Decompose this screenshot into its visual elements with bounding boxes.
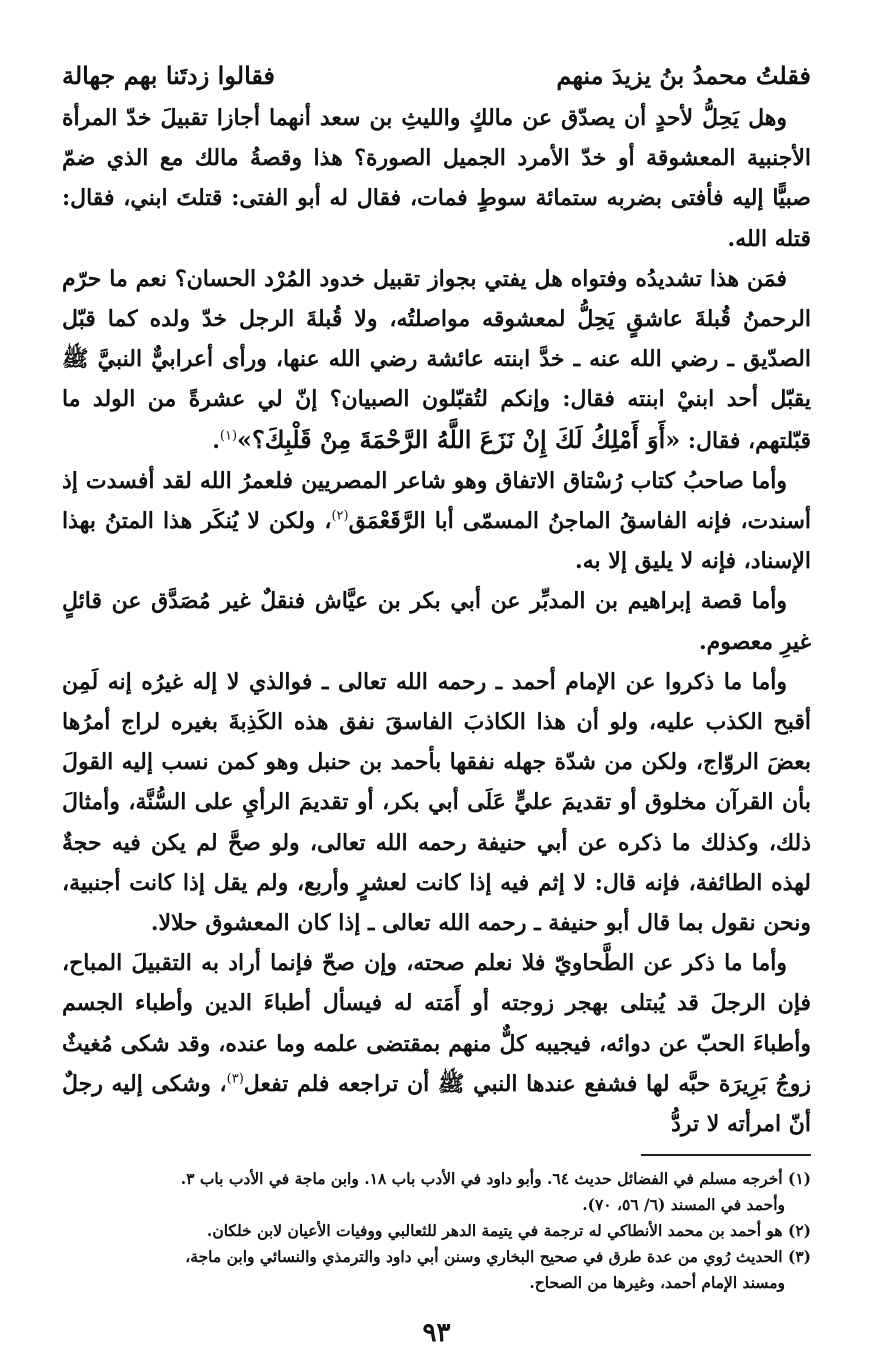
verse-first-hemistich: فقلتُ محمدُ بنُ يزيدَ منهم: [556, 61, 811, 90]
body-text: [62, 98, 811, 1144]
paragraph: وهل يَحِلُّ لأحدٍ أن يصدّق عن مالكٍ والليثِ بن سعد أنهما أجازا تقبيلَ خدّ المرأة الأجنبية المعشوقة أو خدّ الأمرد الجميل الصورة؟ هذا وقصةُ مالك مع الذي ضمّ صبيًّا إليه فأفتى بضربه ستمائة سوطٍ فمات، فقال له أبو الفتى: قتلتَ ابني، فقال: قتله الله.: [62, 105, 811, 252]
footnote: (١) أخرجه مسلم في الفضائل حديث ٦٤. وأبو داود في الأدب باب ١٨. وابن ماجة في الأدب باب ٣.: [180, 1169, 811, 1189]
footnote-ref: (٣): [226, 1071, 244, 1087]
paragraph: وأما ما ذكر عن الطَّحاويّ فلا نعلم صحته، وإن صحّ فإنما أراد به التقبيلَ المباح، فإن الرجلَ قد يُبتلى بهجر زوجته أو أَمَته له فيسأل أطباءَ الدين وأطباء الجسم وأطباءَ الحبّ عن دوائه، فيجيبه كلٌّ منهم بمقتضى علمه وما عنده، وقد شكى مُغيثٌ زوجُ بَرِيرَة حبَّه لها فشفع عندها النبي ﷺ أن تراجعه فلم تفعل$^{(٣)}$، وشكى إليه رجلٌ أنّ امرأته لا تردُّ: [62, 950, 812, 1138]
footnote: (٢) هو أحمد بن محمد الأنطاكي له ترجمة في يتيمة الدهر للثعالبي ووفيات الأعيان لابن خلكان.: [206, 1221, 811, 1241]
paragraph: وأما قصة إبراهيم بن المدبِّر عن أبي بكر بن عيَّاش فنقلٌ غير مُصَدَّق عن قائلٍ غيرِ معصوم.: [62, 588, 811, 655]
footnote-ref: (٢): [331, 508, 349, 524]
footnote: (٣) الحديث رُوي من عدة طرق في صحيح البخاري وسنن أبي داود والترمذي والنسائي وابن ماجة،: [185, 1247, 811, 1267]
footnote-continuation: ومسند الإمام أحمد، وغيرها من الصحاح.: [529, 1273, 785, 1293]
footnote-continuation: وأحمد في المسند (٦/ ٥٦، ٧٠).: [582, 1195, 785, 1215]
page-number: ٩٣: [422, 1318, 451, 1348]
footnote-ref: (١): [219, 428, 238, 444]
paragraph: وأما ما ذكروا عن الإمام أحمد ـ رحمه الله تعالى ـ فوالذي لا إله غيرُه إنه لَمِن أقبح الكذب عليه، ولو أن هذا الكاذبَ الفاسقَ نفق هذه الكَذِبةَ بغيره لراج أمرُها بعضَ الروّاج، ولكن من شدّة جهله نفقها بأحمد بن حنبل وهو كمن نسب إليه القولَ بأن القرآن مخلوق أو تقديمَ عليٍّ عَلَى أبي بكر، أو تقديمَ الرأيِ على السُّنَّة، وأمثالَ ذلك، وكذلك ما ذكره عن أبي حنيفة رحمه الله تعالى، ولو صحَّ لم يكن فيه حجةٌ لهذه الطائفة، فإنه قال: لا إثم فيه إذا كانت لعشرٍ وأربع، ولم يقل إذا كانت أجنبية، ونحن نقول بما قال أبو حنيفة ـ رحمه الله تعالى ـ إذا كان المعشوق حلالا.: [62, 668, 811, 937]
paragraph: فمَن هذا تشديدُه وفتواه هل يفتي بجواز تقبيل خدود المُرْد الحسان؟ نعم ما حرّم الرحمنُ قُبلةَ عاشقٍ يَحِلُّ لمعشوقه مواصلتُه، ولا قُبلةَ الرجل خدّ ولده كما قبّل الصدّيق ـ رضي الله عنه ـ خدَّ ابنته عائشة رضي الله عنها، ورأى أعرابيٌّ النبيَّ ﷺ يقبّل أحد ابنيْ ابنته فقال: وإنكم لتُقبّلون الصبيان؟ إنّ لي عشرةً من الولد ما قبّلتهم، فقال: «أَوَ أَمْلِكُ لَكَ إِنْ نَزَعَ اللَّهُ الرَّحْمَةَ مِنْ قَلْبِكَ؟»$^{(١)}$.: [62, 265, 811, 454]
footnote-divider: [641, 1154, 811, 1156]
paragraph: وأما صاحبُ كتاب رُسْتاق الاتفاق وهو شاعر المصريين فلعمرُ الله لقد أفسدت إذ أسندت، فإنه الفاسقُ الماجنُ المسمّى أبا الرَّقَعْمَق$^{(٢)}$، ولكن لا يُنكَر هذا المتنُ بهذا الإسناد، فإنه لا يليق إلا به.: [62, 467, 811, 575]
footnotes: [62, 1166, 811, 1296]
poem-verse: [62, 58, 811, 94]
verse-second-hemistich: فقالوا زدتَنا بهم جهالة: [62, 61, 275, 90]
hadith-quote: «أَوَ أَمْلِكُ لَكَ إِنْ نَزَعَ اللَّهُ الرَّحْمَةَ مِنْ قَلْبِكَ؟»: [237, 424, 681, 454]
